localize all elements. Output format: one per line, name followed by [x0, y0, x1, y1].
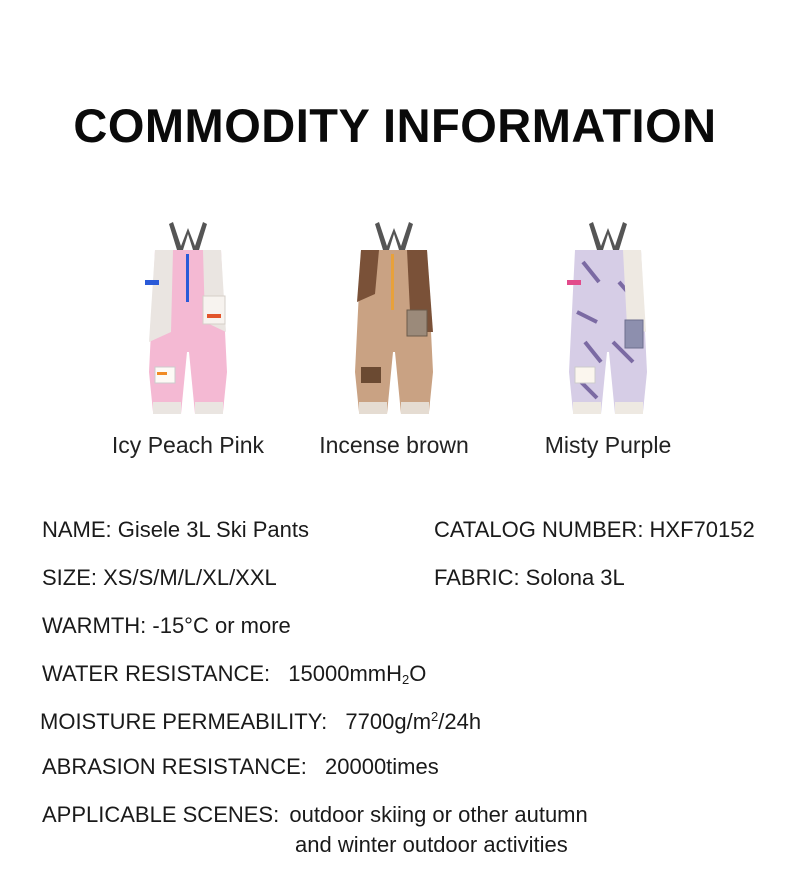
spec-warmth: WARMTH: -15°C or more: [42, 613, 291, 638]
page-title: COMMODITY INFORMATION: [73, 99, 717, 152]
ski-pants-pink-image: [133, 222, 243, 422]
spec-label: ABRASION RESISTANCE:: [42, 754, 307, 779]
spec-value: 15000mmH$_2$O: [288, 661, 427, 687]
spec-catalog: CATALOG NUMBER: HXF70152: [434, 517, 755, 542]
spec-name: NAME: Gisele 3L Ski Pants: [42, 517, 309, 542]
spec-value: 20000times: [325, 754, 439, 779]
spec-applicable-scenes: [42, 802, 588, 828]
variant-label: Misty Purple: [544, 432, 672, 458]
spec-label: MOISTURE PERMEABILITY:: [40, 709, 328, 734]
variant-purple: [508, 222, 708, 458]
spec-water-resistance: [42, 661, 426, 687]
variant-label: Incense brown: [319, 432, 469, 458]
variant-brown: [294, 222, 494, 458]
spec-label: WATER RESISTANCE:: [42, 661, 271, 686]
variant-label: Icy Peach Pink: [111, 432, 265, 458]
spec-value: outdoor skiing or other autumn: [289, 802, 588, 827]
spec-value: $7700g/m^2/24h$: [345, 709, 482, 734]
variant-pink: [88, 222, 288, 458]
ski-pants-purple-image: [553, 222, 663, 422]
spec-label: APPLICABLE SCENES:: [42, 802, 280, 827]
spec-value-line2: and winter outdoor activities: [295, 832, 568, 857]
spec-size: SIZE: XS/S/M/L/XL/XXL: [42, 565, 277, 590]
spec-moisture-permeability: [40, 709, 481, 735]
spec-fabric: FABRIC: Solona 3L: [434, 565, 625, 590]
spec-abrasion-resistance: [42, 754, 439, 780]
ski-pants-brown-image: [339, 222, 449, 422]
